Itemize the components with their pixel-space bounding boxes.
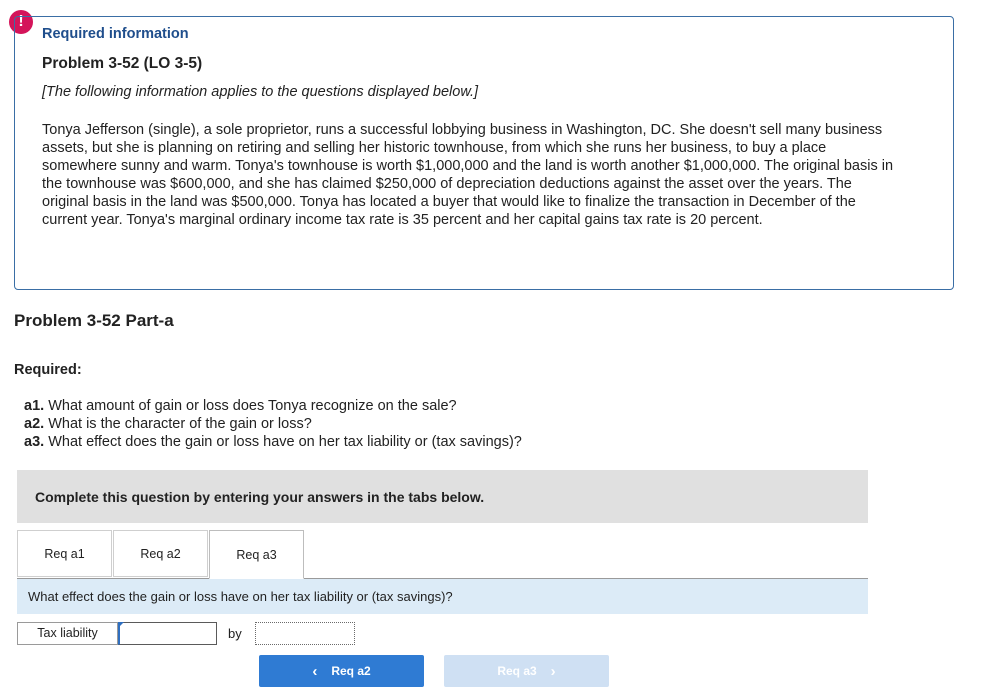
question-tag: a1.	[24, 398, 45, 414]
question-tag: a2.	[24, 416, 45, 432]
part-title: Problem 3-52 Part-a	[14, 311, 174, 330]
chevron-right-icon: ›	[550, 662, 556, 680]
question-item	[24, 415, 522, 433]
question-tag: a3.	[24, 434, 45, 450]
tab-req-a2[interactable]: Req a2	[113, 530, 208, 577]
problem-description: Tonya Jefferson (single), a sole proprietor, runs a successful lobbying business in Washington, DC. She doesn't sell many business assets, but she is planning on retiring and selling her historic townhouse, from which she runs her business, to buy a place somewhere sunny and warm. Tonya's townhouse is worth $1,000,000 and the land is worth another $1,000,000. The original basis in the townhouse was $600,000, and she has claimed $250,000 of depreciation deductions against the asset over the years. The original basis in the land was $500,000. Tonya has located a buyer that would like to finalize the transaction in December of the current year. Tonya's marginal ordinary income tax rate is 35 percent and her capital gains tax rate is 20 percent.	[42, 122, 894, 228]
effect-dropdown[interactable]	[255, 622, 355, 645]
info-note: [The following information applies to the questions displayed below.]	[42, 84, 479, 100]
next-req-a3-button[interactable]	[444, 655, 609, 687]
tab-bar	[17, 530, 305, 578]
chevron-left-icon: ‹	[312, 662, 318, 680]
exclamation-icon: !	[9, 10, 33, 34]
problem-title: Problem 3-52 (LO 3-5)	[42, 55, 203, 72]
info-title: Required information	[42, 26, 189, 42]
prev-req-a2-button[interactable]	[259, 655, 424, 687]
input-flag-icon	[118, 622, 124, 628]
amount-input[interactable]	[118, 622, 217, 645]
question-list	[24, 397, 522, 451]
question-text: What effect does the gain or loss have on her tax liability or (tax savings)?	[48, 434, 522, 450]
instruction-bar	[17, 470, 868, 523]
question-text: What amount of gain or loss does Tonya recognize on the sale?	[48, 398, 457, 414]
question-text: What is the character of the gain or loss?	[48, 416, 312, 432]
tab-req-a1[interactable]: Req a1	[17, 530, 112, 577]
answer-row	[17, 621, 355, 645]
question-item	[24, 433, 522, 451]
instruction-text: Complete this question by entering your answers in the tabs below.	[35, 488, 485, 505]
next-button-label: Req a3	[497, 664, 537, 678]
tab-req-a3[interactable]: Req a3	[209, 530, 304, 579]
prev-button-label: Req a2	[331, 664, 371, 678]
by-label: by	[228, 625, 242, 641]
question-item	[24, 397, 522, 415]
tax-liability-label: Tax liability	[17, 622, 118, 645]
question-prompt-bar	[17, 579, 868, 614]
question-prompt: What effect does the gain or loss have on her tax liability or (tax savings)?	[28, 589, 453, 604]
required-label: Required:	[14, 362, 82, 378]
